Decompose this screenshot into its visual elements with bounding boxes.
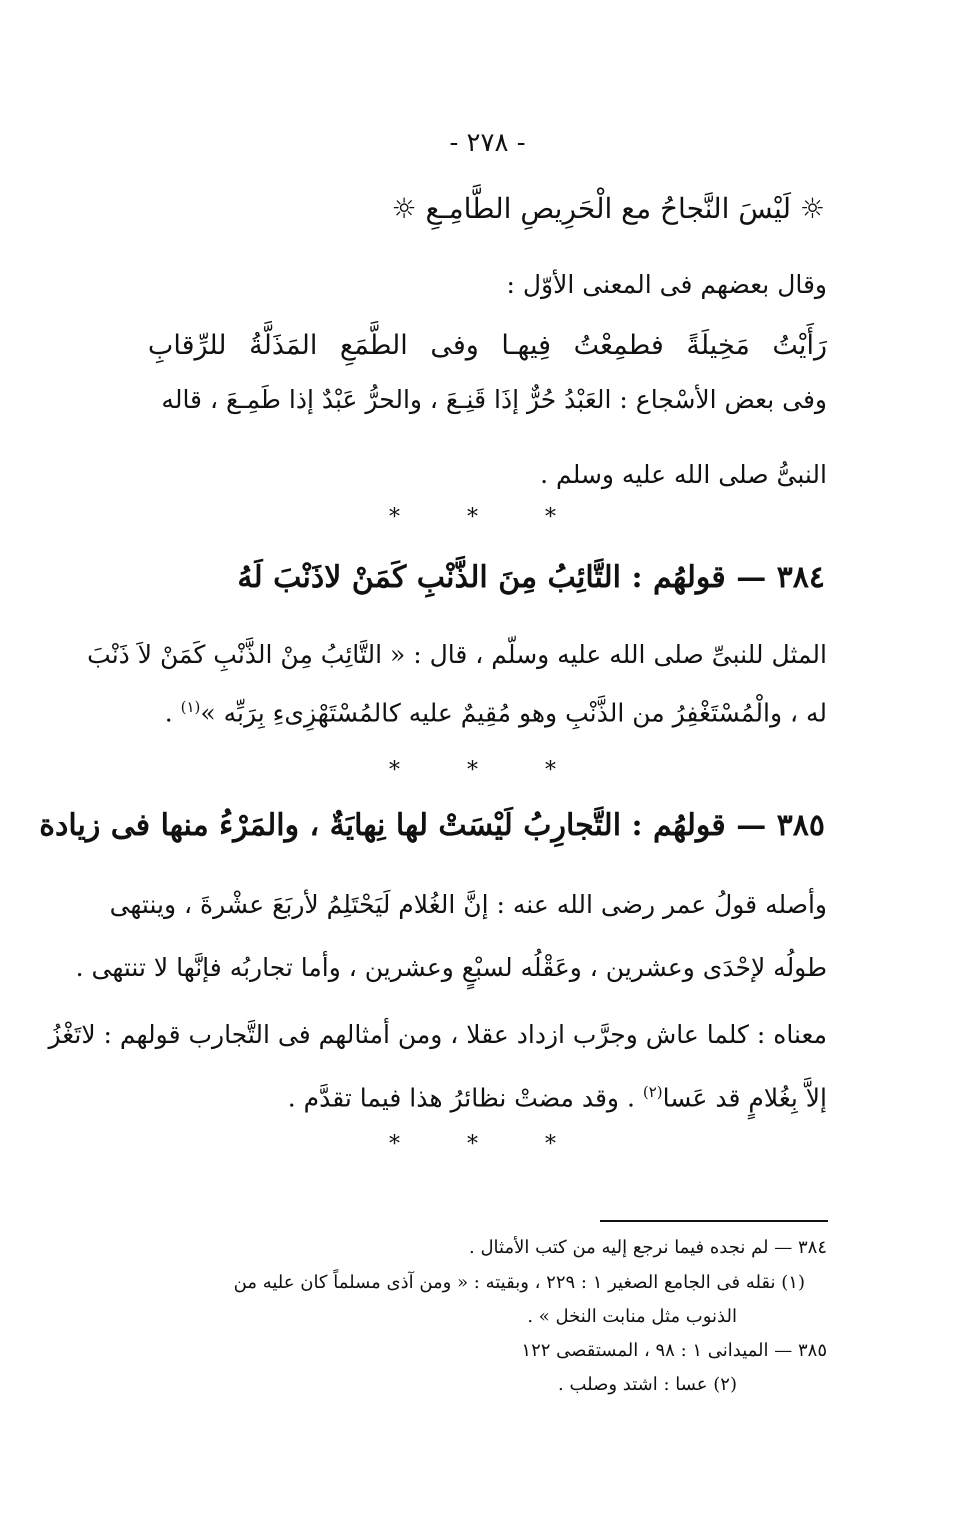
section-separator: * * * bbox=[389, 1132, 586, 1157]
footnote-ref: (١) bbox=[180, 698, 201, 716]
section-separator: * * * bbox=[389, 505, 586, 530]
footnote-divider bbox=[600, 1220, 828, 1222]
proverb-line: ☼ لَيْسَ النَّجاحُ مع الْحَرِيصِ الطَّامِـعِ ☼ bbox=[391, 192, 825, 225]
section-heading-385: ٣٨٥ — قولهُم : التَّجارِبُ لَيْسَتْ لها نِهايَةٌ ، والمَرْءُ منها فى زيادة bbox=[39, 808, 825, 843]
section-separator: * * * bbox=[389, 758, 586, 783]
text-segment: له ، والْمُسْتَغْفِرُ من الذَّنْبِ وهو مُقِيمٌ عليه كالمُسْتَهْزِىءِ بِرَبِّه » bbox=[200, 698, 827, 728]
text-line: النبىُّ صلى الله عليه وسلم . bbox=[540, 460, 827, 489]
footnote-384: ٣٨٤ — لم نجده فيما نرجع إليه من كتب الأمثال . bbox=[469, 1237, 827, 1258]
footnote-385: ٣٨٥ — الميدانى ١ : ٩٨ ، المستقصى ١٢٢ bbox=[521, 1340, 827, 1361]
page-number: - ٢٧٨ - bbox=[449, 128, 526, 158]
text-line: معناه : كلما عاش وجرَّب ازداد عقلا ، ومن أمثالهم فى التَّجارب قولهم : لاتَغْزُ bbox=[48, 1020, 827, 1049]
text-segment: . وقد مضتْ نظائرُ هذا فيما تقدَّم . bbox=[287, 1083, 643, 1113]
footnote-1: (١) نقله فى الجامع الصغير ١ : ٢٢٩ ، وبقيته : « ومن آذى مسلماً كان عليه من bbox=[233, 1272, 805, 1293]
poetry-verse: رَأَيْتُ مَخِيلَةً فطمِعْتُ فِيهـا وفى الطَّمَعِ المَذَلَّةُ للرِّقابِ bbox=[147, 330, 827, 361]
text-line bbox=[288, 1083, 827, 1113]
text-line bbox=[165, 698, 827, 728]
text-line: طولُه لإحْدَى وعشرين ، وعَقْلُه لسبْعٍ وعشرين ، وأما تجاربُه فإنَّها لا تنتهى . bbox=[75, 953, 827, 982]
footnote-1-continuation: الذنوب مثل منابت النخل » . bbox=[527, 1306, 737, 1327]
footnote-2: (٢) عسا : اشتد وصلب . bbox=[558, 1374, 737, 1395]
footnote-ref: (٢) bbox=[642, 1083, 663, 1101]
text-line: وأصله قولُ عمر رضى الله عنه : إنَّ الغُلام لَيَحْتَلِمُ لأربَعَ عشْرةَ ، وينتهى bbox=[109, 890, 827, 919]
section-heading-384: ٣٨٤ — قولهُم : التَّائِبُ مِنَ الذَّنْبِ كَمَنْ لاذَنْبَ لَهُ bbox=[237, 560, 825, 595]
text-line: المثل للنبىِّ صلى الله عليه وسلّم ، قال : « التَّائِبُ مِنْ الذَّنْبِ كَمَنْ لاَ ذَنْبَ bbox=[87, 640, 827, 669]
text-segment: إلاَّ بِغُلامٍ قد عَسا bbox=[662, 1083, 827, 1113]
text-line: وفى بعض الأسْجاع : العَبْدُ حُرٌّ إذَا قَنِـعَ ، والحرُّ عَبْدٌ إذا طَمِـعَ ، قاله bbox=[161, 385, 827, 414]
text-line: وقال بعضهم فى المعنى الأوّل : bbox=[506, 270, 827, 299]
text-segment: . bbox=[164, 698, 181, 728]
